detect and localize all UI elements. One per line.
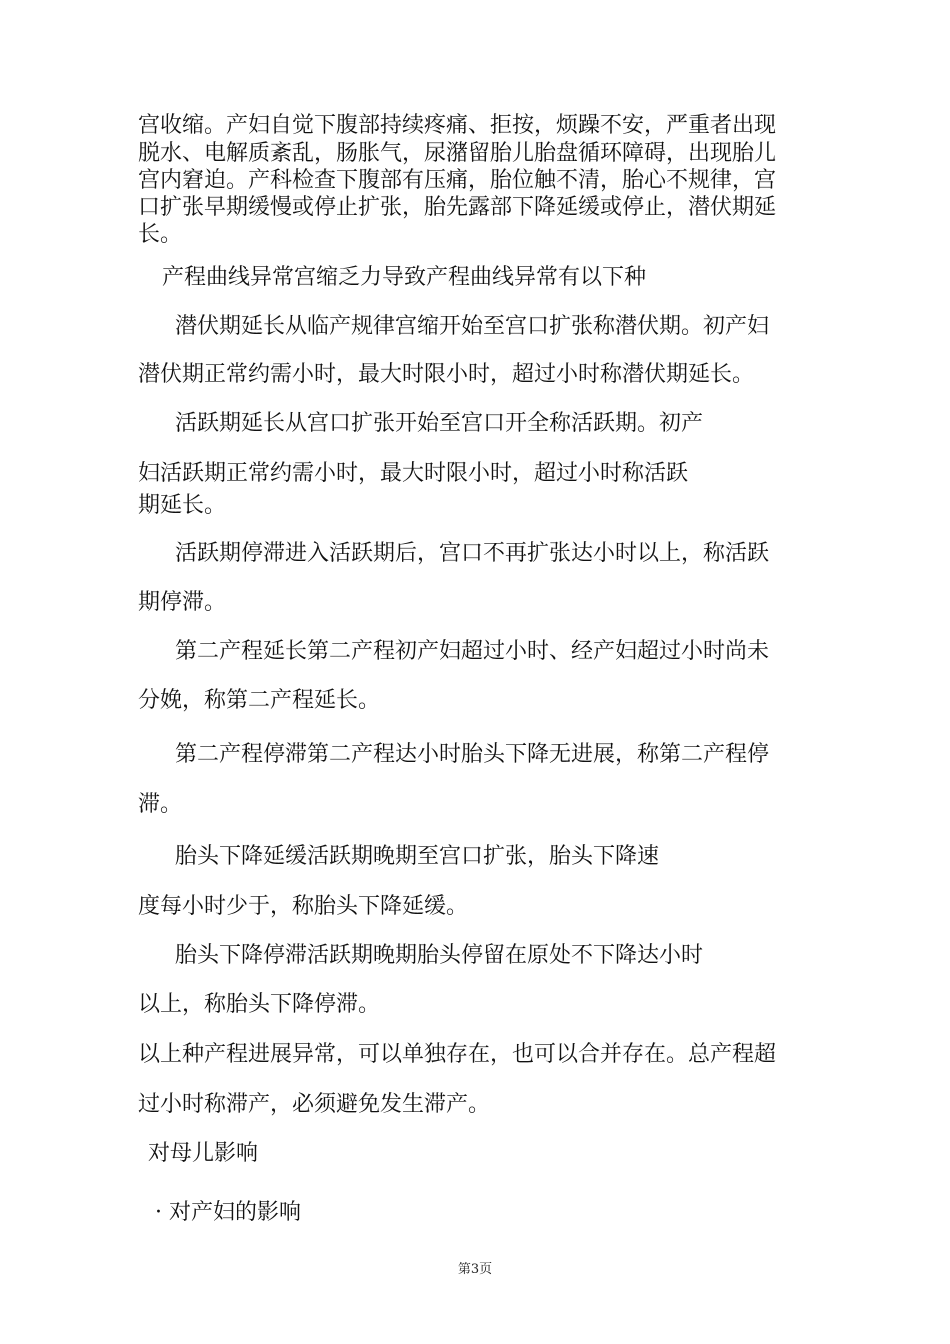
text-line: 以上种产程进展异常，可以单独存在，也可以合并存在。总产程超 — [138, 1042, 777, 1067]
text-line: 口扩张早期缓慢或停止扩张，胎先露部下降延缓或停止，潜伏期延 — [138, 195, 777, 220]
text-line: 分娩，称第二产程延长。 — [138, 688, 381, 713]
text-line: 第二产程延长第二产程初产妇超过小时、经产妇超过小时尚未 — [175, 639, 770, 664]
text-line: 以上，称胎头下降停滞。 — [138, 992, 381, 1017]
page-number: 第3页 — [457, 1262, 493, 1277]
text-line: 期停滞。 — [138, 590, 227, 615]
text-line: 潜伏期正常约需小时，最大时限小时，超过小时称潜伏期延长。 — [138, 362, 755, 387]
text-line: 胎头下降停滞活跃期晚期胎头停留在原处不下降达小时 — [175, 943, 704, 968]
text-line: 胎头下降延缓活跃期晚期至宫口扩张，胎头下降速 — [175, 844, 660, 869]
text-line: 过小时称滞产，必须避免发生滞产。 — [138, 1092, 491, 1117]
text-line: 长。 — [138, 222, 183, 247]
text-line: 脱水、电解质紊乱，肠胀气，尿潴留胎儿胎盘循环障碍，出现胎儿 — [138, 141, 777, 166]
subsection-heading: · 对产妇的影响 — [155, 1200, 301, 1225]
text-line: 宫收缩。产妇自觉下腹部持续疼痛、拒按，烦躁不安，严重者出现 — [138, 113, 777, 138]
text-line: 活跃期停滞进入活跃期后，宫口不再扩张达小时以上，称活跃 — [175, 541, 770, 566]
text-line: 度每小时少于，称胎头下降延缓。 — [138, 894, 469, 919]
text-line: 滞。 — [138, 792, 183, 817]
text-line: 活跃期延长从宫口扩张开始至宫口开全称活跃期。初产 — [175, 411, 704, 436]
section-heading: 产程曲线异常宫缩乏力导致产程曲线异常有以下种 — [162, 265, 647, 290]
text-line: 宫内窘迫。产科检查下腹部有压痛，胎位触不清，胎心不规律，宫 — [138, 168, 777, 193]
text-line: 妇活跃期正常约需小时，最大时限小时，超过小时称活跃 — [138, 461, 689, 486]
section-heading: 对母儿影响 — [148, 1141, 259, 1166]
text-line: 潜伏期延长从临产规律宫缩开始至宫口扩张称潜伏期。初产妇 — [175, 314, 770, 339]
text-line: 第二产程停滞第二产程达小时胎头下降无进展，称第二产程停 — [175, 742, 770, 767]
text-line: 期延长。 — [138, 493, 227, 518]
